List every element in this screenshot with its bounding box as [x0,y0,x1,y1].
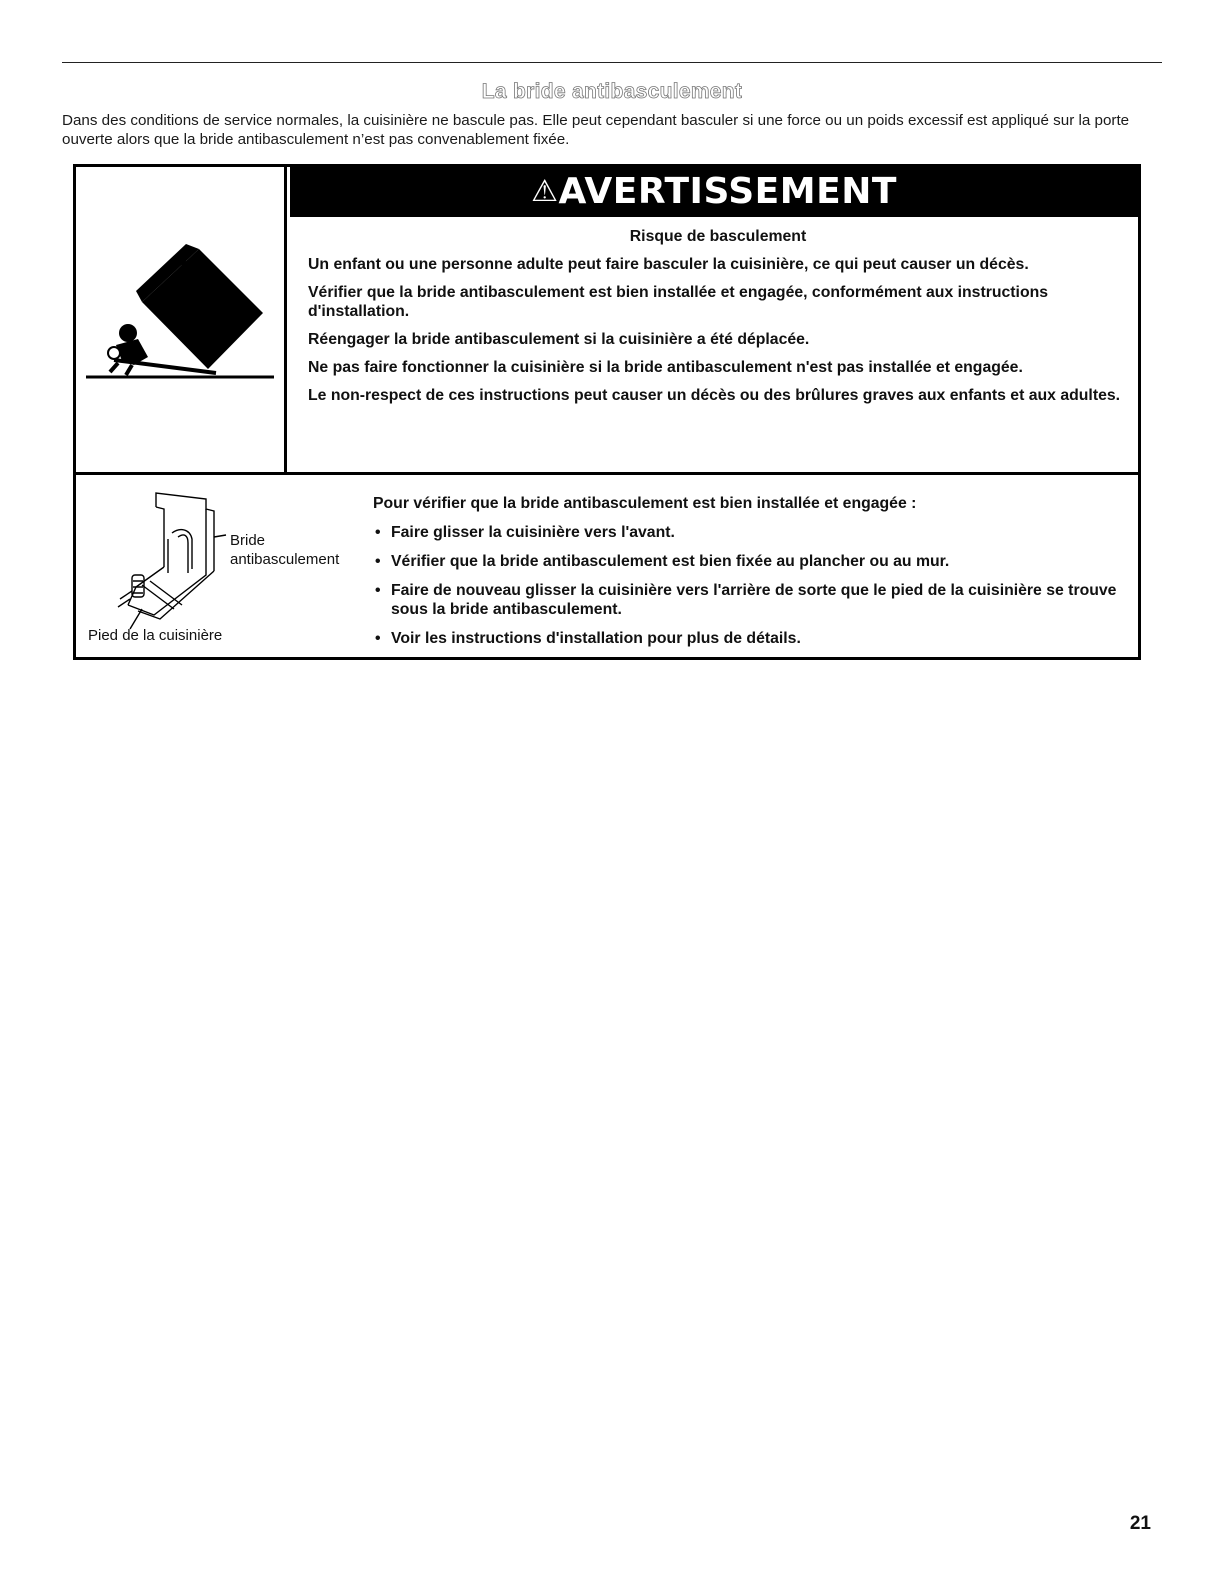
signal-word-banner [290,167,1138,217]
bullet: • [375,553,381,570]
list-item [373,523,1143,542]
bracket-label-line2: antibasculement [230,551,340,568]
list-item [373,629,1143,648]
intro-paragraph: Dans des conditions de service normales, la cuisinière ne bascule pas. Elle peut cependant basculer si une force ou un poids excessif est appliqué sur la porte ouverte alors que la bride antibasculement n’est pas convenablement fixée. [62,112,1130,148]
warning-line: Réengager la bride antibasculement si la cuisinière a été déplacée. [308,331,810,348]
signal-word: AVERTISSEMENT [558,171,897,212]
list-item-text: Faire de nouveau glisser la cuisinière vers l'arrière de sorte que le pied de la cuisinière se trouve sous la bride antibasculement. [391,582,1117,618]
list-item-text: Voir les instructions d'installation pour plus de détails. [391,630,801,647]
hazard-title: Risque de basculement [629,228,807,245]
verification-instructions [373,494,1143,658]
bullet: • [375,524,381,541]
verification-list [373,523,1143,648]
warning-triangle-icon: ⚠ [531,174,559,209]
warning-line: Ne pas faire fonctionner la cuisinière si la bride antibasculement n'est pas installée et engagée. [308,359,1023,376]
list-item-text: Faire glisser la cuisinière vers l'avant. [391,524,675,541]
section-title: La bride antibasculement [481,80,743,103]
top-rule [62,62,1162,63]
warning-line: Vérifier que la bride antibasculement est bien installée et engagée, conformément aux instructions d'installation. [308,284,1049,320]
bullet: • [375,582,381,599]
range-foot-label: Pied de la cuisinière [88,627,223,644]
anti-tip-bracket-diagram [84,487,374,647]
tip-over-pictogram-panel [76,167,287,473]
list-item [373,552,1143,571]
bullet: • [375,630,381,647]
warning-box [73,164,1141,660]
page-number: 21 [1129,1513,1151,1534]
list-item-text: Vérifier que la bride antibasculement est bien fixée au plancher ou au mur. [391,553,950,570]
tip-over-hazard-icon [76,167,281,467]
verification-intro: Pour vérifier que la bride antibasculement est bien installée et engagée : [373,495,917,512]
list-item [373,581,1143,619]
bracket-label-line1: Bride [230,532,266,549]
warning-line: Un enfant ou une personne adulte peut faire basculer la cuisinière, ce qui peut causer un décès. [308,256,1029,273]
warning-message [308,227,1128,414]
warning-line: Le non-respect de ces instructions peut causer un décès ou des brûlures graves aux enfants et aux adultes. [308,387,1121,404]
bracket-illustration [118,493,226,629]
warning-divider [76,472,1138,475]
